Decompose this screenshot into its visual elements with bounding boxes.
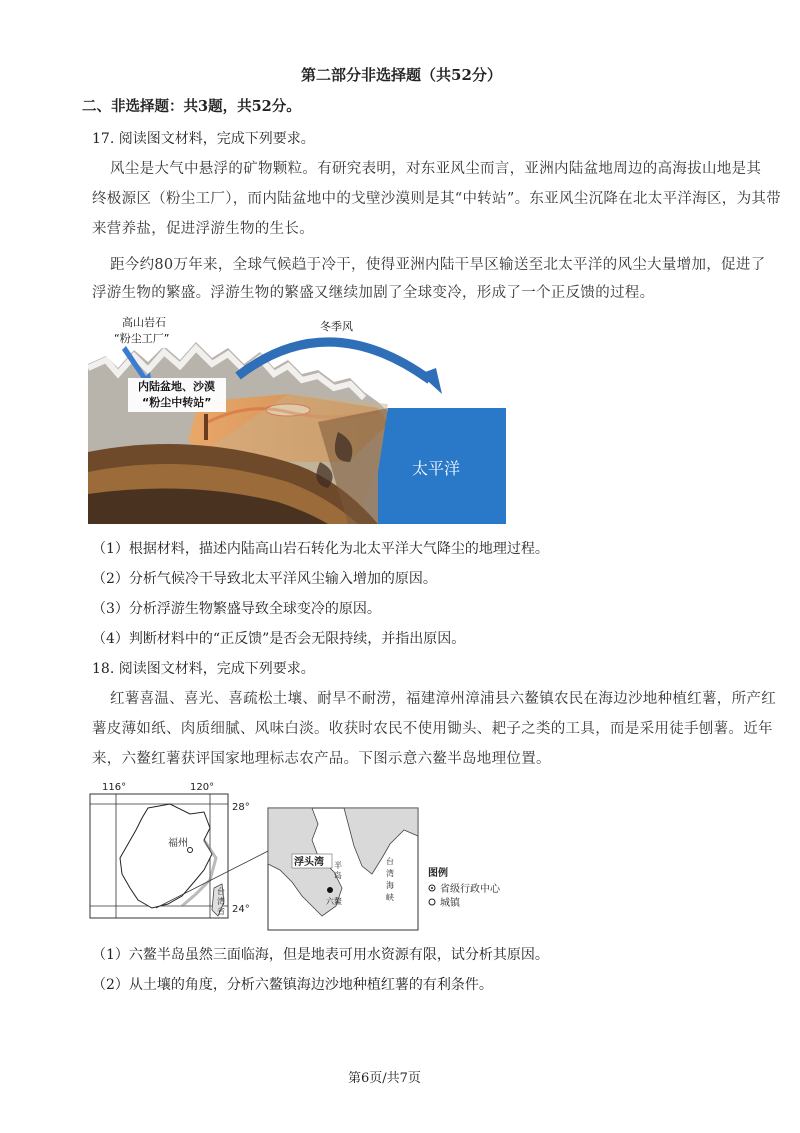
taiwan-label: 省	[217, 907, 225, 916]
bay-label: 浮头湾	[294, 857, 324, 868]
q17-question-2: （2）分析气候冷干导致北太平洋风尘输入增加的原因。	[92, 571, 437, 587]
liuao-location-map	[86, 778, 526, 934]
q17-intro: 17. 阅读图文材料，完成下列要求。	[92, 131, 315, 147]
legend-capital: 省级行政中心	[440, 884, 500, 895]
q18-material-line: 红薯喜温、喜光、喜疏松土壤、耐旱不耐涝，福建漳州漳浦县六鳌镇农民在海边沙地种植红薯，所产红	[110, 691, 776, 707]
strait-label: 湾	[386, 869, 394, 878]
q17-material-line: 终极源区（粉尘工厂），而内陆盆地中的戈壁沙漠则是其“中转站”。东亚风尘沉降在北太平洋海区，为其带	[92, 191, 781, 207]
lat-24: 24°	[232, 904, 250, 915]
q18-material-line: 来，六鳌红薯获评国家地理标志农产品。下图示意六鳌半岛地理位置。	[92, 751, 551, 767]
q17-material-line: 风尘是大气中悬浮的矿物颗粒。有研究表明，对东亚风尘而言，亚洲内陆盆地周边的高海拔山地是其	[110, 161, 762, 177]
taiwan-label: 台	[217, 887, 225, 896]
peninsula-label: 岛	[334, 871, 342, 880]
fuzhou-capital-marker	[188, 848, 193, 853]
label-ocean: 太平洋	[412, 459, 461, 478]
dust-transport-figure	[88, 312, 506, 524]
lon-116: 116°	[102, 782, 127, 793]
q17-question-3: （3）分析浮游生物繁盛导致全球变冷的原因。	[92, 601, 381, 617]
q18-question-1: （1）六鳌半岛虽然三面临海，但是地表可用水资源有限，试分析其原因。	[92, 947, 549, 963]
q18-intro: 18. 阅读图文材料，完成下列要求。	[92, 661, 315, 677]
label-wind: 冬季风	[320, 320, 353, 333]
legend-town-icon	[429, 899, 435, 905]
taiwan-label: 湾	[217, 897, 225, 906]
label-transit-2: “粉尘中转站”	[142, 396, 212, 409]
legend-town: 城镇	[440, 898, 460, 909]
strait-label: 台	[386, 857, 394, 866]
part-title: 第二部分非选择题（共52分）	[301, 66, 502, 84]
label-transit-1: 内陆盆地、沙漠	[138, 380, 215, 393]
q18-material-line: 薯皮薄如纸、肉质细腻、风味白淡。收获时农民不使用锄头、耙子之类的工具，而是采用徒手刨薯。近年	[92, 721, 773, 737]
q17-material-line: 来营养盐，促进浮游生物的生长。	[92, 221, 314, 237]
lon-120: 120°	[190, 782, 215, 793]
q18-question-2: （2）从土壤的角度，分析六鳌镇海边沙地种植红薯的有利条件。	[92, 977, 493, 993]
lat-28: 28°	[232, 802, 250, 813]
page-footer: 第6页/共7页	[348, 1071, 421, 1086]
strait-label: 海	[386, 881, 394, 890]
label-source-2: “粉尘工厂”	[114, 332, 170, 345]
peninsula-label: 六鳌	[326, 897, 342, 906]
q17-question-4: （4）判断材料中的“正反馈”是否会无限持续，并指出原因。	[92, 631, 466, 647]
strait-label: 峡	[386, 893, 394, 902]
label-source-1: 高山岩石	[122, 316, 166, 329]
q17-material-line: 距今约80万年来，全球气候趋于冷干，使得亚洲内陆干旱区输送至北太平洋的风尘大量增加，促进了	[110, 257, 766, 273]
peninsula-label: 半	[334, 861, 342, 870]
q17-question-1: （1）根据材料，描述内陆高山岩石转化为北太平洋大气降尘的地理过程。	[92, 541, 549, 557]
section-heading: 二、非选择题：共3题，共52分。	[82, 98, 301, 115]
city-fuzhou: 福州	[168, 838, 188, 849]
legend-title: 图例	[428, 868, 448, 879]
liuao-town-marker	[327, 887, 333, 893]
q17-material-line: 浮游生物的繁盛。浮游生物的繁盛又继续加剧了全球变冷，形成了一个正反馈的过程。	[92, 285, 655, 301]
